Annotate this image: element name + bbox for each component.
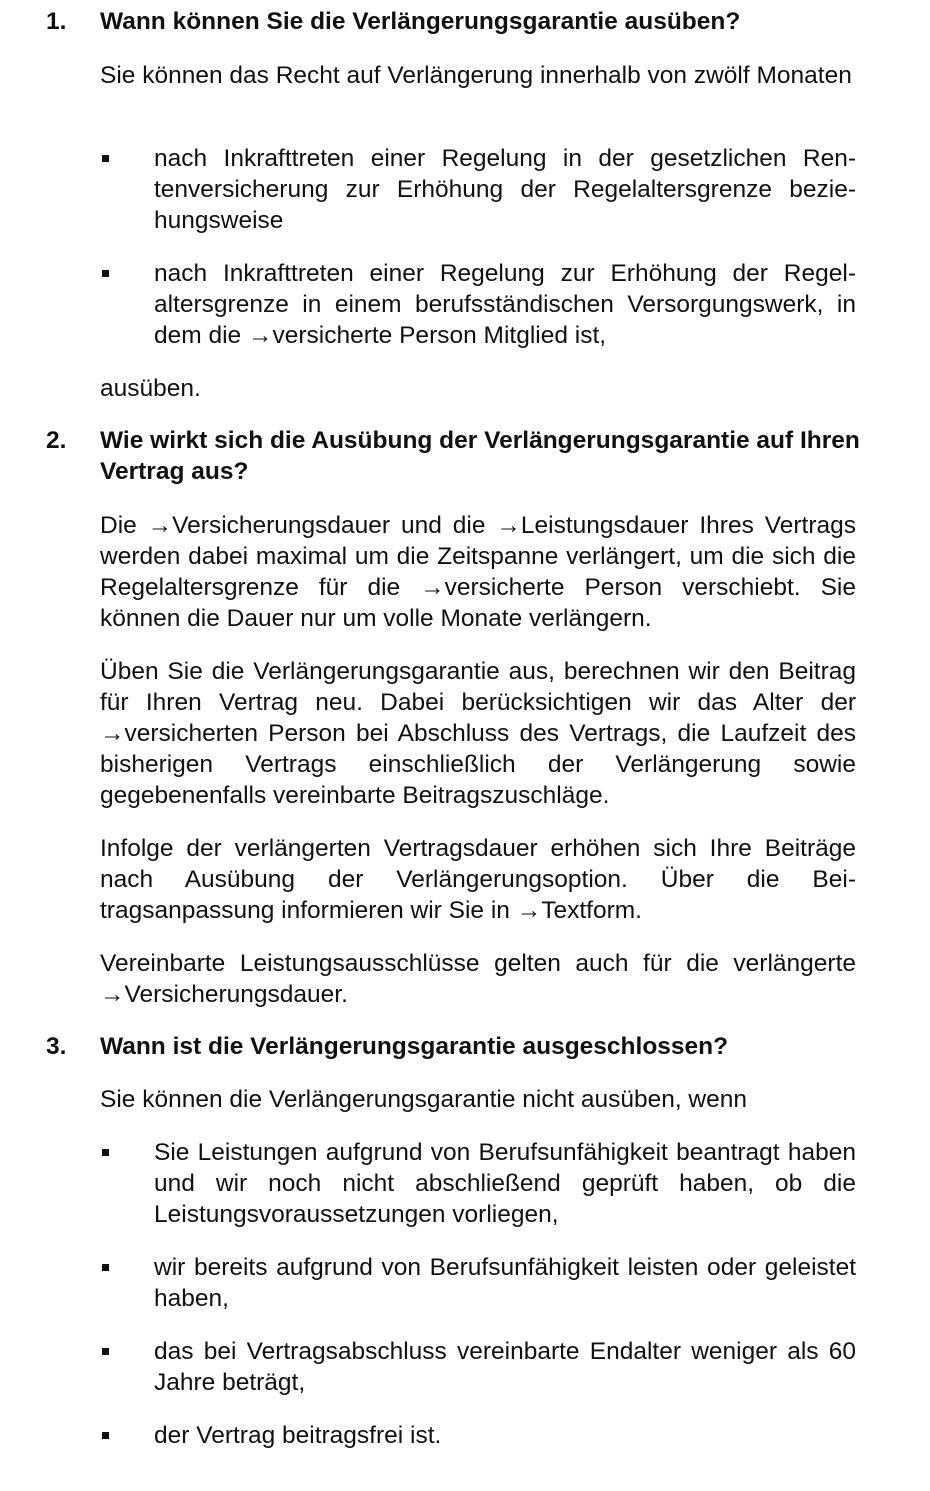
paragraph: Infolge der verlängerten Vertragsdauer erhöhen sich Ihre Beiträge nach Ausübung der Verlängerungsoption. Über die Beitragsanpassung informieren wir Sie in →Textform. [100, 835, 856, 924]
section-heading: Wann ist die Verlängerungsgarantie ausgeschlossen? [100, 1033, 729, 1060]
bullet-square-icon [102, 155, 109, 162]
bullet-square-icon [102, 1149, 109, 1156]
section-heading: Wann können Sie die Verlängerungsgarantie ausüben? [100, 8, 741, 35]
section-outro: ausüben. [100, 375, 201, 402]
list-item: Sie Leistungen aufgrund von Berufsunfähigkeit beantragt haben und wir noch nicht abschließend geprüft haben, ob die Leistungsvoraussetzungen vorliegen, [154, 1139, 856, 1228]
bullet-square-icon [102, 270, 109, 277]
list-item: wir bereits aufgrund von Berufsunfähigkeit leisten oder geleistet haben, [154, 1254, 856, 1312]
section-number: 1. [46, 8, 67, 35]
section-intro: Sie können das Recht auf Verlängerung innerhalb von zwölf Monaten [100, 62, 852, 89]
section-intro: Sie können die Verlängerungsgarantie nicht ausüben, wenn [100, 1086, 748, 1113]
section-heading: Wie wirkt sich die Ausübung der Verlängerungsgarantie auf Ihren Vertrag aus? [100, 427, 860, 485]
list-item: nach Inkrafttreten einer Regelung in der gesetzlichen Rentenversicherung zur Erhöhung der Regelaltersgrenze beziehungsweise [154, 145, 856, 234]
list-item: das bei Vertragsabschluss vereinbarte Endalter weniger als 60 Jahre beträgt, [154, 1338, 856, 1396]
bullet-square-icon [102, 1348, 109, 1355]
bullet-square-icon [102, 1432, 109, 1439]
bullet-square-icon [102, 1264, 109, 1271]
paragraph: Vereinbarte Leistungsausschlüsse gelten auch für die verlängerte →Versicherungsdauer. [100, 950, 856, 1008]
section-number: 2. [46, 427, 67, 454]
list-item: der Vertrag beitragsfrei ist. [154, 1422, 442, 1449]
list-item: nach Inkrafttreten einer Regelung zur Erhöhung der Regelaltersgrenze in einem berufsständischen Versorgungswerk, in dem die →versicherte Person Mitglied ist, [154, 260, 856, 349]
paragraph: Üben Sie die Verlängerungsgarantie aus, berechnen wir den Beitrag für Ihren Vertrag neu. Dabei berücksichtigen wir das Alter der →versicherten Person bei Abschluss des Vertrags, die Laufzeit des bisherigen Vertrags einschließlich der Verlängerung sowie gegebenenfalls vereinbarte Beitragszuschläge. [100, 658, 856, 809]
paragraph: Die →Versicherungsdauer und die →Leistungsdauer Ihres Vertrags werden dabei maximal um die Zeitspanne verlängert, um die sich die Regelaltersgrenze für die →versicherte Person verschiebt. Sie können die Dauer nur um volle Monate verlängern. [100, 512, 856, 632]
section-number: 3. [46, 1033, 67, 1060]
